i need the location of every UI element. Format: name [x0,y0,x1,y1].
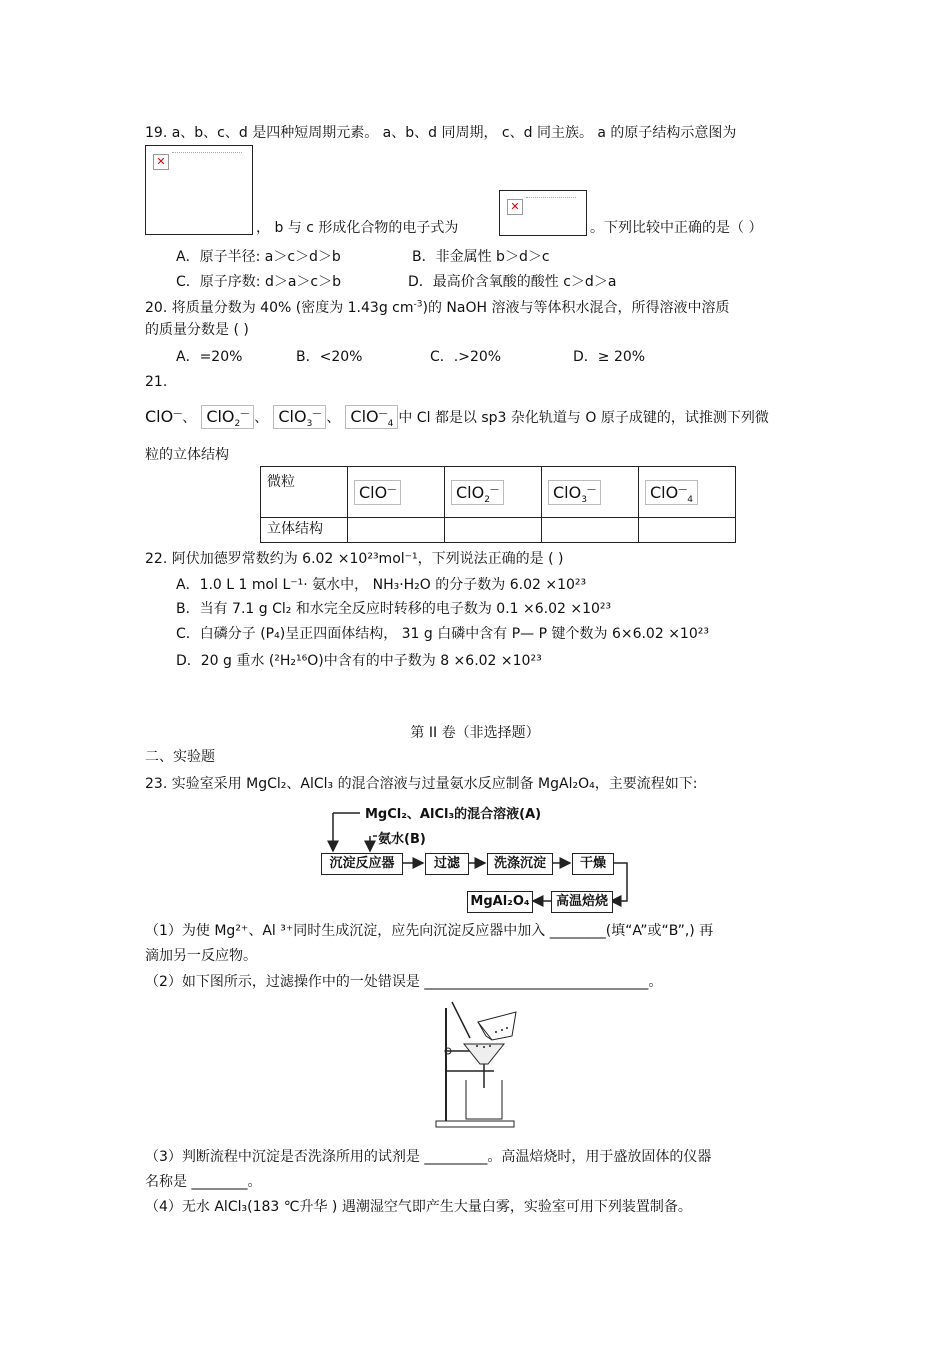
section-heading: 二、实验题 [145,749,215,765]
q22-stem: 22. 阿伏加德罗常数约为 6.02 ×10²³mol⁻¹，下列说法正确的是 ( ) [145,551,564,567]
q19-mid-text: ， b 与 c 形成化合物的电子式为 [256,220,459,236]
table-cell-blank [639,518,736,543]
q20-density-exponent: -3 [413,299,423,310]
table-cell-blank [445,518,542,543]
q23-sub1: （1）为使 Mg²⁺、Al ³⁺同时生成沉淀，应先向沉淀反应器中加入 ________(填“A”或“B”,) 再 [145,923,714,939]
flow-solution-label: MgCl₂、AlCl₃的混合溶液(A) [365,807,542,822]
table-header-particle: 微粒 [261,467,348,518]
broken-image-electron-formula [499,190,587,236]
q21-text: 中 Cl 都是以 sp3 杂化轨道与 O 原子成键的，试推测下列微 [398,410,769,426]
ion-clo: ClO— [145,407,183,426]
table-cell-blank [348,518,445,543]
q20-stem-part2: )的 NaOH 溶液与等体积水混合，所得溶液中溶质 [422,300,730,316]
table-cell-clo: ClO— [348,467,445,518]
q23-sub3-cont: 名称是 ________。 [145,1174,262,1190]
table-cell-clo3: ClO$_3$— [542,467,639,518]
q20-option-a: A．=20% [176,349,243,365]
q20-stem [145,299,729,317]
q22-option-a: A．1.0 L 1 mol L⁻¹· 氨水中， NH₃·H₂O 的分子数为 6.02 ×10²³ [176,577,587,593]
q20-option-c: C．.>20% [430,349,502,365]
ion-clo3: ClO$_3$— [273,405,326,429]
q23-stem: 23. 实验室采用 MgCl₂、AlCl₃ 的混合溶液与过量氨水反应制备 MgAl₂O₄，主要流程如下: [145,776,698,792]
table-header-structure: 立体结构 [261,518,348,543]
flow-box-wash: 洗涤沉淀 [487,853,553,875]
q21-line3: 粒的立体结构 [145,447,229,463]
q23-sub3: （3）判断流程中沉淀是否洗涤所用的试剂是 _________。高温焙烧时，用于盛放固体的仪器 [145,1149,712,1165]
q20-option-d: D．≥ 20% [573,349,646,365]
q22-option-d: D．20 g 重水 (²H₂¹⁶O)中含有的中子数为 8 ×6.02 ×10²³ [176,653,542,669]
structure-table [260,466,736,543]
table-cell-blank [542,518,639,543]
q22-option-c: C．白磷分子 (P₄)呈正四面体结构， 31 g 白磷中含有 P— P 键个数为 6×6.02 ×10²³ [176,626,709,642]
q23-sub1-cont: 滴加另一反应物。 [145,948,257,964]
flow-box-dry: 干燥 [572,853,614,875]
table-cell-clo4: ClO—$_4$ [639,467,736,518]
q21-ions-line: ClO—、 ClO$_2$— 、 ClO$_3$— 、 ClO—$_4$ 中 Cl 都是以 sp3 杂化轨道与 O 原子成键的，试推测下列微 [145,407,769,430]
q19-option-d: D．最高价含氧酸的酸性 c＞d＞a [408,274,617,290]
q22-option-b: B．当有 7.1 g Cl₂ 和水完全反应时转移的电子数为 0.1 ×6.02 ×10²³ [176,601,612,617]
q19-question: 。下列比较中正确的是（ ） [590,220,763,236]
q19-option-c: C．原子序数: d＞a＞c＞b [176,274,341,290]
q20-stem-part1: 20. 将质量分数为 40% (密度为 1.43g cm [145,300,414,316]
q20-option-b: B．<20% [296,349,363,365]
ion-clo2: ClO$_2$— [201,405,254,429]
flow-box-product: MgAl₂O₄ [467,891,533,913]
broken-image-icon: ✕ [507,199,523,215]
q23-sub4: （4）无水 AlCl₃(183 ℃升华 ) 遇潮湿空气即产生大量白雾，实验室可用下列装置制备。 [145,1199,692,1215]
filtration-apparatus-illustration [432,998,522,1130]
flow-box-filter: 过滤 [425,853,469,875]
q19-option-a: A．原子半径: a＞c＞d＞b [176,249,341,265]
ion-clo4: ClO—$_4$ [345,405,398,429]
broken-image-atomic-structure [145,145,253,235]
q19-option-b: B．非金属性 b＞d＞c [412,249,550,265]
flow-box-reactor: 沉淀反应器 [321,853,403,875]
flow-box-calcine: 高温焙烧 [551,891,613,913]
q23-sub2: （2）如下图所示，过滤操作中的一处错误是 ________________________________。 [145,974,663,990]
flow-ammonia-label: 氨水(B) [378,832,426,847]
q20-stem-line2: 的质量分数是 ( ) [145,322,249,338]
q21-number: 21. [145,374,168,390]
part2-title: 第 II 卷（非选择题） [410,725,540,741]
broken-image-icon: ✕ [153,154,169,170]
table-cell-clo2: ClO$_2$— [445,467,542,518]
flow-diagram [315,793,635,915]
q19-stem: 19. a、b、c、d 是四种短周期元素。 a、b、d 同周期， c、d 同主族。 a 的原子结构示意图为 [145,125,737,141]
